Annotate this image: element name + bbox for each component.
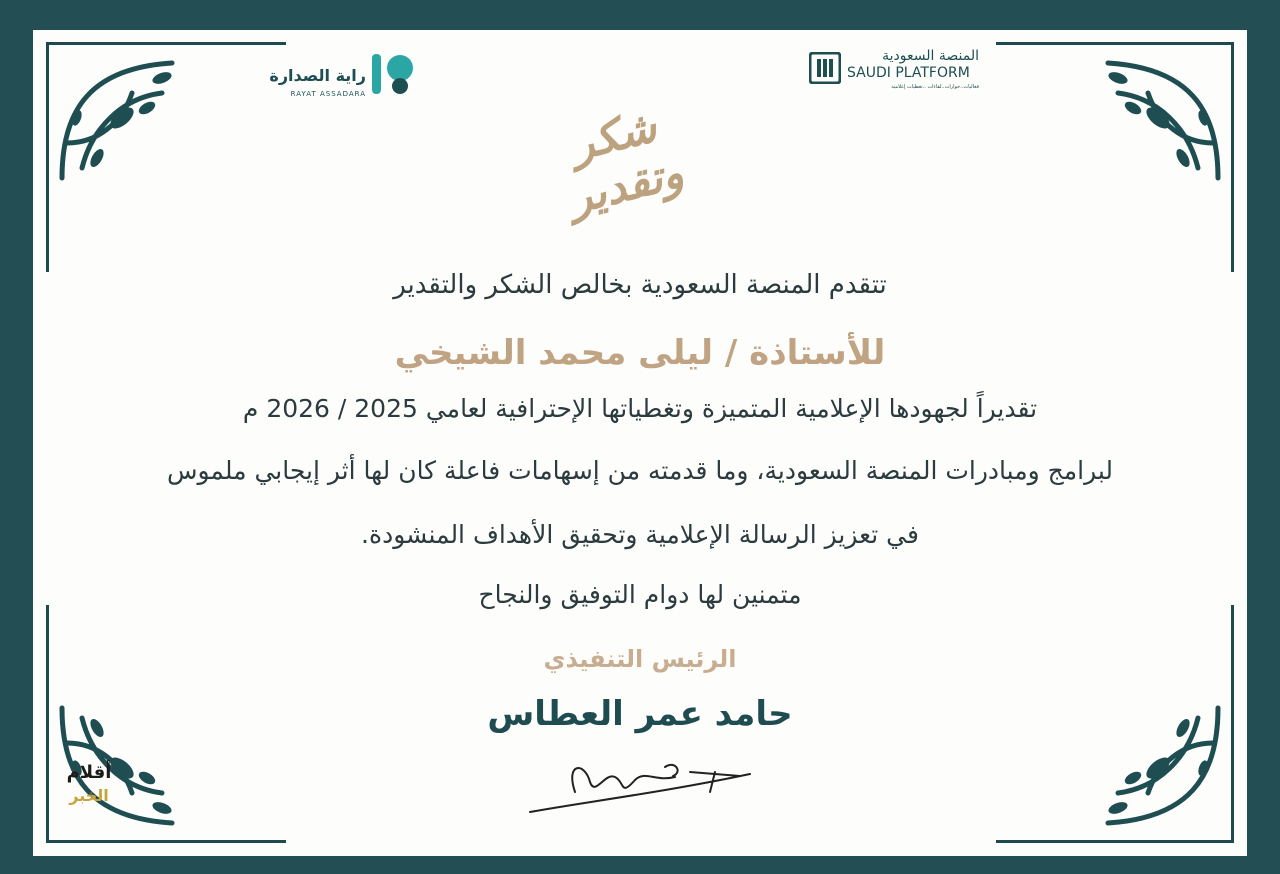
- corner-ornament-top-right: [1078, 48, 1228, 198]
- recipient-name: للأستاذة / ليلى محمد الشيخي: [394, 333, 886, 373]
- watermark-logo: [54, 760, 124, 810]
- thanks-calligraphy-text: شكر وتقدير: [564, 101, 689, 225]
- watermark-line-1: أقلام: [66, 762, 112, 783]
- saudi-platform-tagline: فعاليات..حوارات..لقاءات ..تغطيات إعلامية: [891, 84, 979, 90]
- frame-top-right-line: [996, 42, 1234, 45]
- saudi-platform-mark-icon: [809, 52, 841, 84]
- rayat-assadara-logo: [269, 50, 418, 106]
- thanks-calligraphy-heading: [520, 62, 720, 225]
- frame-bottom-right-line: [996, 840, 1234, 843]
- appreciation-line-2: لبرامج ومبادرات المنصة السعودية، وما قدمته من إسهامات فاعلة كان لها أثر إيجابي ملموس: [166, 456, 1114, 485]
- saudi-platform-english-name: SAUDI PLATFORM: [847, 65, 970, 81]
- rayat-assadara-english-name: RAYAT ASSADARA: [290, 90, 366, 98]
- watermark-line-2: الخبر: [69, 786, 109, 805]
- rayat-assadara-arabic-name: راية الصدارة: [269, 66, 366, 85]
- appreciation-line-3: في تعزيز الرسالة الإعلامية وتحقيق الأهداف المنشودة.: [361, 520, 919, 549]
- saudi-platform-logo: [805, 48, 985, 100]
- corner-ornament-top-left: [52, 48, 202, 198]
- signer-role: الرئيس التنفيذي: [543, 645, 737, 673]
- intro-line: تتقدم المنصة السعودية بخالص الشكر والتقدير: [393, 270, 887, 300]
- wishes-line: متمنين لها دوام التوفيق والنجاح: [478, 580, 802, 609]
- signer-name: حامد عمر العطاس: [487, 694, 793, 734]
- saudi-platform-arabic-name: المنصة السعودية: [882, 48, 979, 64]
- appreciation-line-1: تقديراً لجهودها الإعلامية المتميزة وتغطياتها الإحترافية لعامي 2025 / 2026 م: [242, 394, 1038, 423]
- frame-left-top-line: [46, 42, 49, 272]
- handwritten-signature: [525, 752, 755, 822]
- frame-top-left-line: [46, 42, 286, 45]
- frame-right-top-line: [1231, 42, 1234, 272]
- frame-bottom-left-line: [46, 840, 286, 843]
- rayat-assadara-mark-icon: [370, 50, 416, 98]
